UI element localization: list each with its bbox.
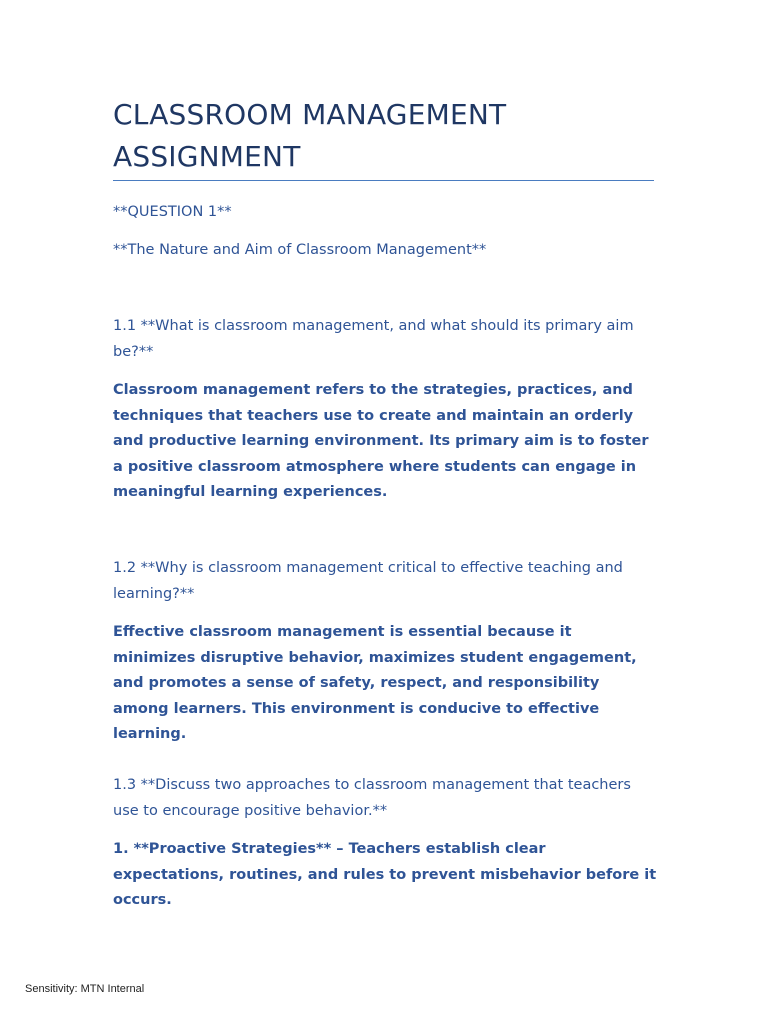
section-heading: **The Nature and Aim of Classroom Management** bbox=[113, 242, 487, 258]
question-1-2: 1.2 **Why is classroom management critical to effective teaching and learning?** bbox=[113, 560, 623, 602]
question-1-3: 1.3 **Discuss two approaches to classroom management that teachers use to encourage positive behavior.** bbox=[113, 777, 631, 819]
answer-1-3: 1. **Proactive Strategies** – Teachers establish clear expectations, routines, and rules to prevent misbehavior before it occurs. bbox=[113, 841, 657, 908]
answer-1-2: Effective classroom management is essential because it minimizes disruptive behavior, maximizes student engagement, and promotes a sense of safety, respect, and responsibility among learners. This environment is conducive to effective learning. bbox=[113, 624, 637, 742]
sensitivity-label: Sensitivity: MTN Internal bbox=[25, 983, 145, 995]
question-heading: **QUESTION 1** bbox=[113, 204, 232, 220]
document-title: CLASSROOM MANAGEMENT ASSIGNMENT bbox=[113, 98, 507, 173]
question-1-1: 1.1 **What is classroom management, and what should its primary aim be?** bbox=[113, 318, 634, 360]
title-divider bbox=[113, 180, 654, 181]
answer-1-1: Classroom management refers to the strategies, practices, and techniques that teachers use to create and maintain an orderly and productive learning environment. Its primary aim is to foster a positive classroom atmosphere where students can engage in meaningful learning experiences. bbox=[113, 382, 649, 500]
